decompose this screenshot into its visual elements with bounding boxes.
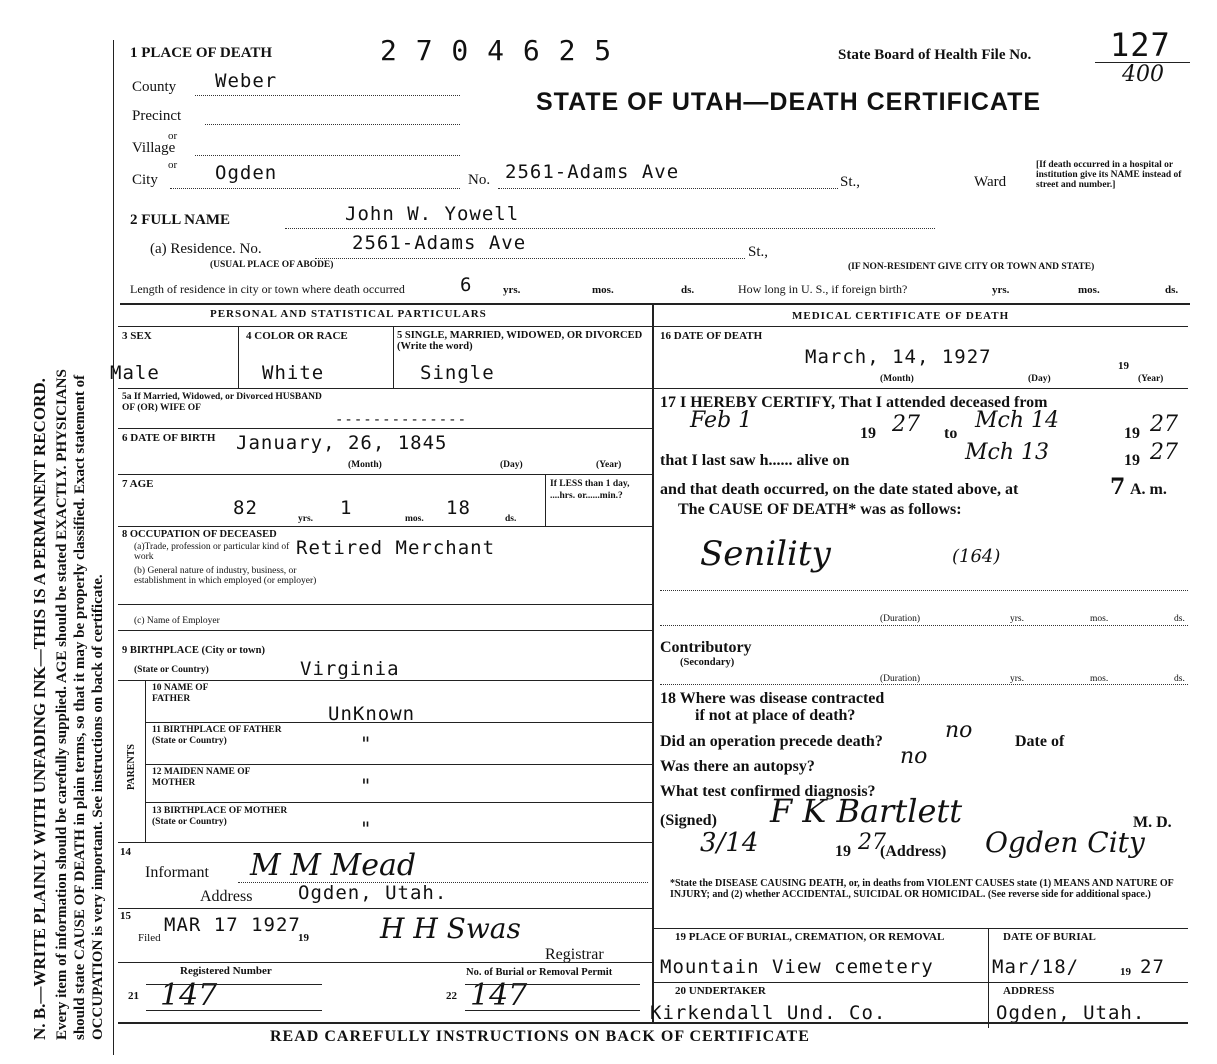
row-rule (118, 962, 652, 963)
dod-19: 19 (1118, 360, 1129, 372)
age-ds-unit: ds. (505, 514, 517, 524)
autopsy-label: Was there an autopsy? (660, 758, 815, 775)
death-occurred-text: and that death occurred, on the date stated above, at (660, 481, 1019, 498)
row-rule (652, 388, 1188, 389)
operation-answer: no (945, 718, 973, 743)
signed-address-label: (Address) (880, 843, 947, 860)
dob-year: (Year) (596, 460, 622, 470)
item-14: 14 (120, 846, 131, 858)
duration-line (660, 625, 1188, 626)
contributory-label: Contributory (660, 639, 752, 656)
registered-number-label: Registered Number (180, 965, 272, 977)
row-rule (118, 630, 652, 631)
undertaker-name: Kirkendall Und. Co. (650, 1002, 887, 1024)
sex-value: Male (110, 362, 160, 384)
q18-text-1: 18 Where was disease contracted (660, 690, 885, 707)
col-rule (393, 326, 394, 388)
contrib-line (660, 684, 1188, 685)
file-no: 127 (1110, 26, 1171, 64)
dod-label: 16 DATE OF DEATH (660, 330, 763, 342)
filed-date: MAR 17 1927 (164, 914, 301, 936)
dod-year: (Year) (1138, 374, 1164, 384)
cause-ds: ds. (1174, 614, 1185, 624)
residence-st-label: St., (748, 244, 769, 260)
mother-birthplace-label: 13 BIRTHPLACE OF MOTHER (State or Country) (152, 806, 288, 827)
burial-date-label: DATE OF BURIAL (1003, 931, 1096, 943)
burial-place-label: 19 PLACE OF BURIAL, CREMATION, OR REMOVAL (675, 931, 945, 943)
burial-permit-label: No. of Burial or Removal Permit (466, 967, 613, 978)
date-of-label: Date of (1015, 733, 1065, 750)
certificate-number: 2 7 0 4 6 2 5 (380, 34, 613, 67)
father-birthplace-label: 11 BIRTHPLACE OF FATHER (State or Country) (152, 725, 282, 746)
age-mos-unit: mos. (405, 514, 424, 524)
item-21: 21 (128, 990, 139, 1002)
section-top-rule (120, 303, 1190, 305)
row-rule (118, 526, 652, 527)
ward-note: [If death occurred in a hospital or institution give its NAME instead of street and number.] (1036, 160, 1182, 190)
item-15: 15 (120, 910, 131, 922)
attended-to: Mch 14 (975, 408, 1060, 433)
or-text-2: or (168, 159, 178, 171)
length-residence-years: 6 (460, 274, 473, 296)
age-months: 1 (340, 497, 353, 519)
registrar-label: Registrar (545, 946, 604, 963)
cause-duration: (Duration) (880, 614, 921, 624)
county-line (195, 95, 460, 96)
permit-box-bottom (465, 1010, 640, 1011)
md-label: M. D. (1133, 814, 1172, 831)
dob-month: (Month) (348, 460, 382, 470)
secondary-label: (Secondary) (680, 657, 735, 668)
to-19: 19 (1124, 425, 1140, 442)
registrar-signature: H H Swas (380, 912, 521, 945)
file-no-label: State Board of Health File No. (838, 47, 1032, 63)
length-yrs: yrs. (503, 284, 521, 296)
full-name-line (285, 228, 935, 229)
row-rule (118, 908, 652, 909)
row-rule (145, 802, 652, 803)
father-name: UnKnown (328, 703, 416, 725)
spouse-value: -------------- (335, 412, 468, 428)
age-yrs-unit: yrs. (298, 514, 314, 524)
row-rule (145, 722, 652, 723)
permit-box-top (465, 984, 640, 985)
contrib-ds: ds. (1174, 674, 1185, 684)
physician-signature: F K Bartlett (770, 792, 963, 830)
birthplace-value: Virginia (300, 658, 400, 680)
autopsy-answer: no (900, 744, 928, 769)
row-rule (118, 388, 652, 389)
contrib-mos: mos. (1090, 674, 1109, 684)
death-time: 7 (1110, 474, 1126, 500)
row-rule (652, 326, 1188, 327)
dob-day: (Day) (500, 460, 523, 470)
document-title: STATE OF UTAH—DEATH CERTIFICATE (536, 88, 1042, 116)
how-long-us-label: How long in U. S., if foreign birth? (738, 282, 908, 296)
informant-signature: M M Mead (250, 848, 417, 883)
contrib-duration: (Duration) (880, 674, 921, 684)
left-border (113, 40, 114, 1055)
cause-label: The CAUSE OF DEATH* was as follows: (678, 501, 962, 518)
to-label: to (944, 425, 958, 442)
occupation-a-label: (a)Trade, profession or particular kind of work (134, 542, 290, 562)
last-year: 27 (1150, 440, 1178, 465)
undertaker-rule (652, 982, 1188, 983)
from-19: 19 (860, 425, 876, 442)
father-birthplace: " (360, 733, 373, 755)
age-years: 82 (233, 497, 258, 519)
last-19: 19 (1124, 452, 1140, 469)
row-rule (118, 680, 652, 681)
cause-line (660, 590, 1188, 591)
signed-19: 19 (835, 843, 851, 860)
birthplace-label: 9 BIRTHPLACE (City or town) (122, 645, 265, 656)
us-yrs: yrs. (992, 284, 1010, 296)
sex-label: 3 SEX (122, 330, 152, 342)
contrib-yrs: yrs. (1010, 674, 1024, 684)
informant-address: Ogden, Utah. (298, 882, 448, 904)
burial-permit-number: 147 (470, 978, 528, 1013)
street-no-label: No. (468, 172, 491, 188)
q18-text-2: if not at place of death? (695, 707, 856, 724)
occupation-label: 8 OCCUPATION OF DECEASED (122, 529, 277, 540)
informant-address-label: Address (200, 888, 253, 905)
signed-label: (Signed) (660, 812, 717, 829)
side-note-line1: N. B.—WRITE PLAINLY WITH UNFADING INK—THIS IS A PERMANENT RECORD. (30, 378, 49, 1040)
usual-place-note: (USUAL PLACE OF ABODE) (210, 260, 334, 270)
burial-place: Mountain View cemetery (660, 956, 934, 978)
mother-name-label: 12 MAIDEN NAME OF MOTHER (152, 767, 251, 788)
street-line (498, 188, 838, 189)
undertaker-label: 20 UNDERTAKER (675, 985, 766, 997)
medical-section-title: MEDICAL CERTIFICATE OF DEATH (792, 310, 1010, 322)
burial-19: 19 (1120, 966, 1131, 978)
village-label: Village (132, 140, 176, 156)
less-than-day: If LESS than 1 day, ....hrs. or......min.? (550, 479, 630, 501)
reg-box-top (146, 984, 322, 985)
place-of-death-label: 1 PLACE OF DEATH (130, 45, 273, 61)
length-ds: ds. (681, 284, 695, 296)
test-label: What test confirmed diagnosis? (660, 783, 876, 800)
death-am: A. m. (1130, 481, 1167, 498)
item-22: 22 (446, 990, 457, 1002)
file-no-handwritten: 400 (1122, 62, 1164, 87)
residence-value: 2561-Adams Ave (352, 232, 527, 254)
age-label: 7 AGE (122, 478, 154, 490)
burial-date: Mar/18/ (992, 956, 1080, 978)
precinct-label: Precinct (132, 108, 182, 124)
precinct-line (205, 124, 460, 125)
residence-label: (a) Residence. No. (150, 241, 262, 257)
length-residence-label: Length of residence in city or town where death occurred (130, 282, 405, 296)
full-name-label: 2 FULL NAME (130, 212, 231, 228)
color-label: 4 COLOR OR RACE (246, 330, 348, 342)
signed-address: Ogden City (985, 826, 1145, 859)
footer-instructions: READ CAREFULLY INSTRUCTIONS ON BACK OF CERTIFICATE (270, 1028, 810, 1045)
burial-top-rule (652, 928, 1188, 929)
row-rule (145, 764, 652, 765)
col-rule (545, 474, 546, 526)
dod-value: March, 14, 1927 (805, 346, 992, 368)
file-no-line (1095, 62, 1190, 63)
operation-label: Did an operation precede death? (660, 733, 883, 750)
marital-value: Single (420, 362, 495, 384)
occupation-c-label: (c) Name of Employer (134, 616, 220, 626)
side-note-line4: OCCUPATION is very important. See instructions on back of certificate. (90, 574, 106, 1040)
row-rule (118, 604, 652, 605)
spouse-label: 5a If Married, Widowed, or Divorced HUSBAND OF (OR) WIFE OF (122, 392, 322, 413)
dod-day: (Day) (1028, 374, 1051, 384)
filed-19: 19 (298, 932, 309, 944)
cause-mos: mos. (1090, 614, 1109, 624)
undertaker-address-label: ADDRESS (1003, 985, 1055, 997)
burial-year: 27 (1140, 956, 1165, 978)
street-address: 2561-Adams Ave (505, 161, 680, 183)
residence-line (315, 258, 745, 259)
occupation-value: Retired Merchant (296, 537, 496, 559)
signed-date: 3/14 (700, 828, 759, 858)
from-year: 27 (892, 412, 920, 437)
side-note-line2: Every item of information should be carefully supplied. AGE should be stated EXACTLY. PHYSICIANS (54, 369, 70, 1040)
cause-yrs: yrs. (1010, 614, 1024, 624)
mother-name: " (360, 775, 373, 797)
informant-label: Informant (145, 864, 209, 881)
st-label: St., (840, 174, 861, 190)
city-label: City (132, 172, 158, 188)
row-rule (118, 428, 652, 429)
cause-footnote: *State the DISEASE CAUSING DEATH, or, in deaths from VIOLENT CAUSES state (1) MEANS AND NATURE OF INJURY; and (2) whether ACCIDENTAL, SUICIDAL OR HOMICIDAL. (See reverse side for additional space.) (670, 878, 1174, 900)
center-divider (652, 303, 654, 1023)
color-value: White (262, 362, 325, 384)
col-rule (238, 326, 239, 388)
footer-rule (118, 1022, 1188, 1024)
age-days: 18 (446, 497, 471, 519)
dob-label: 6 DATE OF BIRTH (122, 432, 216, 444)
undertaker-address: Ogden, Utah. (996, 1002, 1146, 1024)
registered-number: 147 (160, 978, 218, 1013)
row-rule (118, 474, 652, 475)
to-year: 27 (1150, 412, 1178, 437)
village-line (195, 155, 460, 156)
city-line (170, 188, 460, 189)
occupation-b-label: (b) General nature of industry, business, or establishment in which employed (or employer) (134, 566, 317, 586)
filed-label: Filed (138, 932, 161, 944)
row-rule (118, 326, 652, 327)
county-label: County (132, 79, 177, 95)
last-saw-date: Mch 13 (965, 440, 1050, 465)
city-value: Ogden (215, 162, 278, 184)
col-rule (145, 680, 146, 842)
us-ds: ds. (1165, 284, 1179, 296)
personal-section-title: PERSONAL AND STATISTICAL PARTICULARS (210, 308, 487, 320)
attended-from: Feb 1 (690, 408, 753, 433)
cause-code: (164) (952, 546, 1001, 567)
or-text-1: or (168, 130, 178, 142)
side-note-line3: should state CAUSE OF DEATH in plain terms, so that it may be properly classified. Exact statement of (72, 374, 88, 1040)
signed-year: 27 (858, 830, 886, 855)
mother-birthplace: " (360, 818, 373, 840)
father-name-label: 10 NAME OF FATHER (152, 683, 209, 704)
dob-value: January, 26, 1845 (236, 432, 448, 454)
reg-box-bottom (146, 1010, 322, 1011)
marital-label: 5 SINGLE, MARRIED, WIDOWED, OR DIVORCED (Write the word) (397, 330, 643, 352)
ward-label: Ward (974, 174, 1007, 190)
non-resident-note: (IF NON-RESIDENT GIVE CITY OR TOWN AND STATE) (848, 262, 1095, 272)
full-name: John W. Yowell (345, 203, 520, 225)
row-rule (118, 842, 652, 843)
burial-col-rule (988, 928, 989, 1028)
dod-month: (Month) (880, 374, 914, 384)
certify-text: 17 I HEREBY CERTIFY, That I attended deceased from (660, 394, 1048, 411)
parents-label: PARENTS (126, 744, 137, 790)
length-mos: mos. (592, 284, 614, 296)
us-mos: mos. (1078, 284, 1100, 296)
last-saw-text: that I last saw h...... alive on (660, 452, 850, 469)
cause-of-death: Senility (700, 534, 831, 574)
birthplace-state-label: (State or Country) (134, 665, 209, 675)
county-value: Weber (215, 70, 278, 92)
